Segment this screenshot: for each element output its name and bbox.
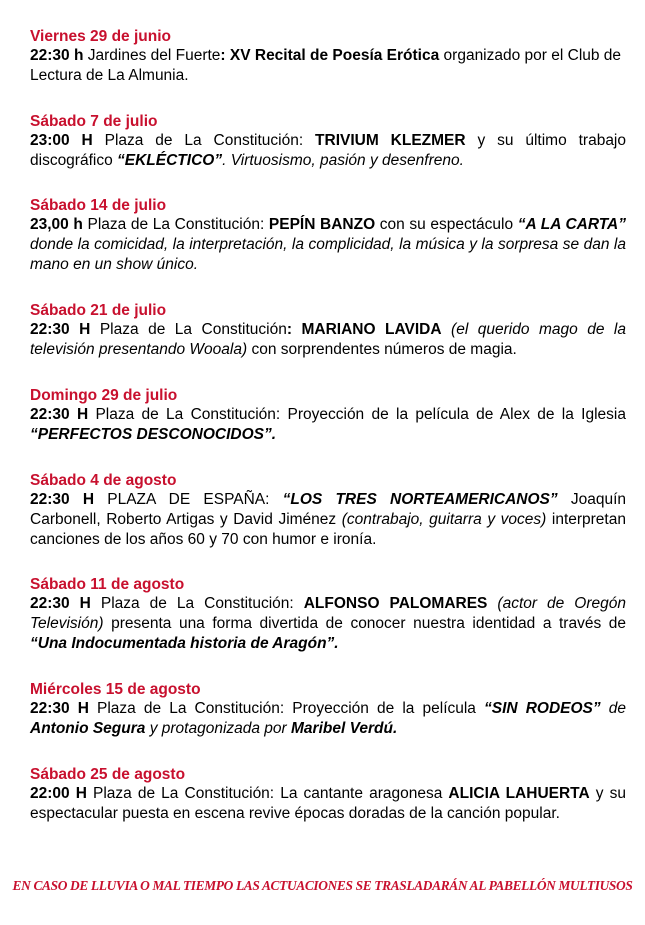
event-time: 22:00 H — [30, 785, 87, 802]
event-tagline: donde la comicidad, la interpretación, la complicidad, la música y la sorpresa se dan la mano en un show único. — [30, 236, 626, 273]
event-title: ALICIA LAHUERTA — [448, 785, 590, 802]
event-title: TRIVIUM KLEZMER — [315, 132, 466, 149]
event-time: 22:30 H — [30, 321, 91, 338]
event-date: Domingo 29 de julio — [30, 387, 178, 404]
event-description — [30, 784, 626, 824]
event-connector: y protagonizada por — [145, 720, 292, 737]
event-sabado-7-julio — [30, 112, 626, 171]
event-detail: presenta una forma divertida de conocer nuestra identidad a través de — [103, 615, 626, 632]
event-venue: Plaza de La Constitución: — [92, 132, 316, 149]
event-date: Sábado 21 de julio — [30, 302, 167, 319]
event-detail: y su último trabajo discográfico — [30, 132, 626, 169]
event-date: Sábado 7 de julio — [30, 113, 158, 130]
event-venue: Plaza de La Constitución: — [90, 595, 304, 612]
event-detail: con su espectáculo — [375, 216, 518, 233]
event-venue: Plaza de La Constitución — [90, 321, 287, 338]
event-album: “EKLÉCTICO” — [117, 152, 223, 169]
event-detail: y su espectacular puesta en escena revive épocas doradas de la canción popular. — [30, 785, 626, 822]
event-note: (contrabajo, guitarra y voces) — [341, 511, 547, 528]
event-actress: Maribel Verdú. — [291, 720, 398, 737]
event-detail: organizado por el Club de Lectura de La Almunia. — [30, 47, 622, 84]
event-time: 23,00 h — [30, 216, 83, 233]
event-title: PEPÍN BANZO — [268, 216, 376, 233]
event-venue: PLAZA DE ESPAÑA: — [94, 491, 283, 508]
event-detail: con sorprendentes números de magia. — [247, 341, 517, 358]
event-venue: Plaza de La Constitución: Proyección de la película — [88, 700, 485, 717]
event-venue: Plaza de La Constitución: La cantante aragonesa — [86, 785, 449, 802]
event-date: Sábado 25 de agosto — [30, 766, 186, 783]
event-date: Sábado 11 de agosto — [30, 576, 185, 593]
rain-notice: EN CASO DE LLUVIA O MAL TIEMPO LAS ACTUACIONES SE TRASLADARÁN AL PABELLÓN MULTIUSOS — [12, 878, 633, 893]
event-time: 22:30 H — [30, 700, 89, 717]
event-description — [30, 490, 626, 550]
event-title: “SIN RODEOS” — [484, 700, 601, 717]
event-performers: Joaquín Carbonell, Roberto Artigas y David Jiménez — [30, 491, 626, 528]
event-description — [30, 215, 626, 275]
event-connector: de — [600, 700, 626, 717]
event-date: Sábado 4 de agosto — [30, 472, 177, 489]
event-time: 22:30 H — [30, 595, 91, 612]
event-venue: Jardines del Fuerte — [83, 47, 221, 64]
event-domingo-29-julio — [30, 386, 626, 445]
event-title: ALFONSO PALOMARES — [303, 595, 488, 612]
event-show-name: “Una Indocumentada historia de Aragón”. — [30, 635, 339, 652]
event-title: “PERFECTOS DESCONOCIDOS”. — [30, 426, 277, 443]
event-sabado-25-agosto — [30, 765, 626, 824]
event-date: Viernes 29 de junio — [30, 28, 171, 45]
event-sabado-21-julio — [30, 301, 626, 360]
event-description — [30, 131, 626, 171]
event-detail: interpretan canciones de los años 60 y 70 con humor e ironía. — [30, 511, 626, 548]
event-description — [30, 699, 626, 739]
event-miercoles-15-agosto — [30, 680, 626, 739]
event-time: 22:30 H — [30, 406, 89, 423]
event-date: Miércoles 15 de agosto — [30, 681, 201, 698]
event-description — [30, 46, 626, 86]
event-sabado-14-julio — [30, 196, 626, 275]
event-date: Sábado 14 de julio — [30, 197, 167, 214]
event-viernes-29-junio — [30, 27, 626, 86]
event-venue: Plaza de La Constitución: — [82, 216, 269, 233]
event-title: : MARIANO LAVIDA — [286, 321, 442, 338]
event-sabado-4-agosto — [30, 471, 626, 550]
event-description — [30, 594, 626, 654]
event-title: “LOS TRES NORTEAMERICANOS” — [282, 491, 558, 508]
event-time: 22:30 H — [30, 491, 95, 508]
event-description — [30, 405, 626, 445]
event-show-name: “A LA CARTA” — [517, 216, 627, 233]
event-tagline: . Virtuosismo, pasión y desenfreno. — [222, 152, 464, 169]
event-director: Antonio Segura — [30, 720, 146, 737]
event-sabado-11-agosto — [30, 575, 626, 654]
event-title: : XV Recital de Poesía Erótica — [220, 47, 440, 64]
event-description — [30, 320, 626, 360]
event-venue: Plaza de La Constitución: Proyección de la película de Alex de la Iglesia — [88, 406, 626, 423]
event-time: 22:30 h — [30, 47, 84, 64]
event-note: (actor de Oregón Televisión) — [30, 595, 626, 632]
event-note: (el querido mago de la televisión presentando Wooala) — [30, 321, 626, 358]
event-time: 23:00 H — [30, 132, 93, 149]
